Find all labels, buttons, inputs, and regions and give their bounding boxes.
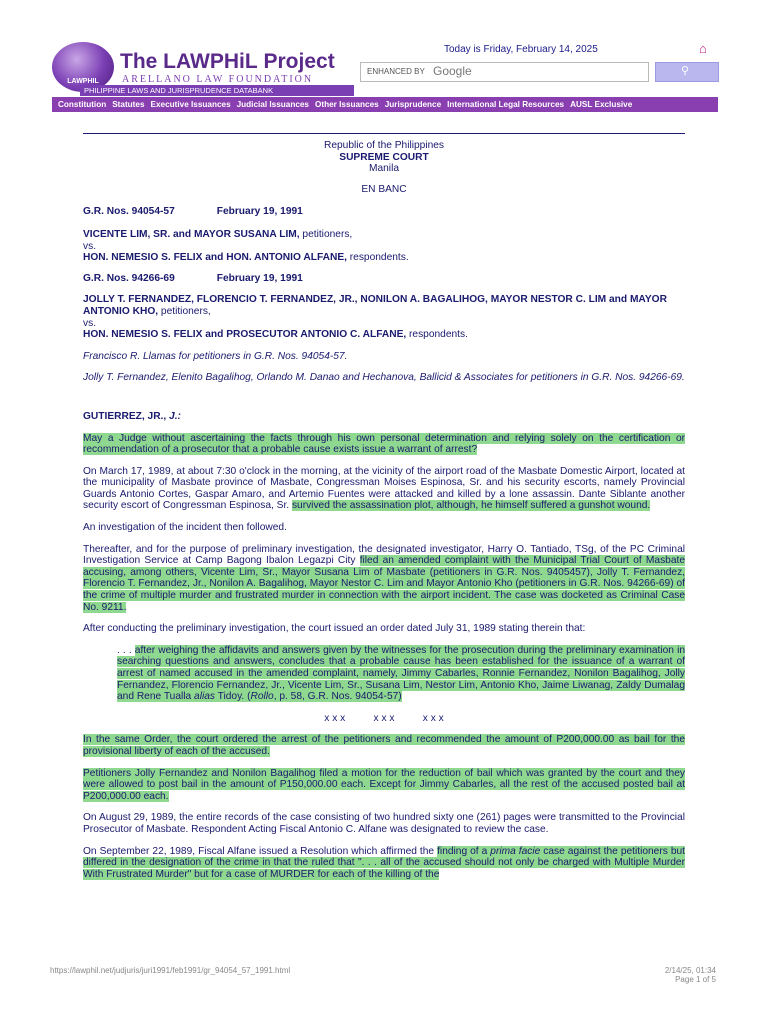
google-logo: Google	[433, 64, 472, 78]
versus-1: vs.	[83, 240, 97, 252]
omission-marker: x x x x x x x x x	[324, 712, 444, 724]
site-band: PHILIPPINE LAWS AND JURISPRUDENCE DATABANK	[80, 85, 354, 96]
today-date: Today is Friday, February 14, 2025	[444, 44, 598, 55]
respondents-2: HON. NEMESIO S. FELIX and PROSECUTOR ANTONIO C. ALFANE, respondents.	[83, 329, 468, 341]
footer-page: Page 1 of 5	[675, 975, 716, 984]
ponente: GUTIERREZ, JR., J.:	[83, 410, 181, 422]
petitioners-2: JOLLY T. FERNANDEZ, FLORENCIO T. FERNANDEZ, JR., NONILON A. BAGALIHOG, MAYOR NESTOR C. LIM and MAYOR ANTONIO KHO, petitioners,	[83, 294, 667, 317]
footer-url: https://lawphil.net/judjuris/juri1991/feb1991/gr_94054_57_1991.html	[50, 966, 291, 975]
site-title[interactable]: The LAWPHiL Project	[120, 50, 335, 73]
petitioners-1: VICENTE LIM, SR. and MAYOR SUSANA LIM, petitioners,	[83, 228, 353, 240]
paragraph-2: On March 17, 1989, at about 7:30 o'clock in the morning, at the vicinity of the airport road of the Masbate Domestic Airport, located at the municipality of Masbate province of Masbate, Congressman Moises Espinosa, Sr. and his security escorts, namely Provincial Guards Antonio Cortes, Gaspar Amaro, and Artemio Fuentes were attacked and killed by a lone assassin. Dante Siblante another security escort of Congressman Espinosa, Sr. survived the assassination plot, although, he himself suffered a gunshot wound.	[83, 465, 685, 512]
nav-item-ausl-exclusive[interactable]: AUSL Exclusive	[570, 100, 633, 109]
nav-item-executive-issuances[interactable]: Executive Issuances	[150, 100, 231, 109]
quoted-order: . . . after weighing the affidavits and answers given by the witnesses for the prosecution during the preliminary examination in searching questions and answers, concludes that a probable cause has been established for the issuance of a warrant of arrest of named accused in the amended complaint, namely, Jimmy Cabarles, Ronnie Fernandez, Nonilon Bagalihog, Jolly Fernandez, Florencio Fernandez, Jr., Vicente Lim, Sr., Susana Lim, Nestor Lim, Antonio Kho, Jaime Liwanag, Zaldy Dumalag and Rene Tualla alias Tidoy. (Rollo, p. 58, G.R. Nos. 94054-57)	[117, 644, 685, 703]
paragraph-8: On August 29, 1989, the entire records of the case consisting of two hundred sixty one (261) pages were transmitted to the Provincial Prosecutor of Masbate. Respondent Acting Fiscal Antonio C. Alfane was designated to review the case.	[83, 812, 685, 835]
nav-item-judicial-issuances[interactable]: Judicial Issuances	[236, 100, 309, 109]
nav-item-international-legal-resources[interactable]: International Legal Resources	[447, 100, 565, 109]
paragraph-6: In the same Order, the court ordered the arrest of the petitioners and recommended the amount of P200,000.00 as bail for the provisional liberty of each of the accused.	[83, 734, 685, 757]
site-header	[0, 0, 768, 112]
versus-2: vs.	[83, 317, 97, 329]
court-location: Manila	[368, 163, 399, 175]
paragraph-4: Thereafter, and for the purpose of preliminary investigation, the designated investigator, Harry O. Tantiado, TSg, of the PC Criminal Investigation Service at Camp Bagong Ibalon Legazpi City filed an amended complaint with the Municipal Trial Court of Masbate accusing, among others, Vicente Lim, Sr., Mayor Susana Lim of Masbate (petitioners in G.R. Nos. 9405457), Jolly T. Fernandez, Florencio T. Fernandez, Jr., Nonilon A. Bagalihog, Mayor Nestor C. Lim and Mayor Antonio Kho (petitioners in G.R. Nos. 94266-69) of the crime of multiple murder and frustrated murder in connection with the airport incident. The case was docketed as Criminal Case No. 9211.	[83, 543, 685, 613]
home-icon[interactable]: ⌂	[699, 41, 707, 56]
en-banc: EN BANC	[361, 183, 407, 195]
nav-item-constitution[interactable]: Constitution	[58, 100, 107, 109]
nav-item-statutes[interactable]: Statutes	[112, 100, 145, 109]
nav-item-other-issuances[interactable]: Other Issuances	[315, 100, 379, 109]
paragraph-7: Petitioners Jolly Fernandez and Nonilon Bagalihog filed a motion for the reduction of bail which was granted by the court and they were allowed to post bail in the amount of P150,000.00 each. Except for Jimmy Cabarles, all the rest of the accused posted bail at P200,000.00 each.	[83, 767, 685, 802]
seal-label: LAWPHIL	[67, 77, 99, 85]
court-name: SUPREME COURT	[339, 151, 429, 163]
counsel-1: Francisco R. Llamas for petitioners in G.R. Nos. 94054-57.	[83, 350, 348, 362]
case-number-1: G.R. Nos. 94054-57 February 19, 1991	[83, 206, 303, 218]
search-icon: ⚲	[681, 65, 690, 77]
paragraph-3: An investigation of the incident then followed.	[83, 522, 287, 534]
site-subtitle: ARELLANO LAW FOUNDATION	[122, 74, 314, 85]
header-divider	[83, 133, 685, 134]
main-nav	[52, 97, 718, 112]
respondents-1: HON. NEMESIO S. FELIX and HON. ANTONIO ALFANE, respondents.	[83, 252, 409, 264]
footer-print-info	[652, 966, 716, 984]
search-enhanced-label: ENHANCED BY	[367, 67, 425, 76]
paragraph-9: On September 22, 1989, Fiscal Alfane issued a Resolution which affirmed the finding of a prima facie case against the petitioners but differed in the designation of the crime in that the ruled that ". . . all of the accused should not only be charged with Multiple Murder With Frustrated Murder" but for a case of MURDER for each of the killing of the	[83, 845, 685, 880]
republic-line: Republic of the Philippines	[323, 140, 445, 151]
footer-date: 2/14/25, 01:34	[664, 966, 716, 975]
nav-item-jurisprudence[interactable]: Jurisprudence	[384, 100, 442, 109]
case-number-2: G.R. Nos. 94266-69 February 19, 1991	[83, 272, 303, 284]
paragraph-1: May a Judge without ascertaining the facts through his own personal determination and relying solely on the certification or recommendation of a prosecutor that a probable cause exists issue a warrant of arrest?	[83, 432, 685, 456]
decision-document	[83, 140, 685, 880]
paragraph-5: After conducting the preliminary investigation, the court issued an order dated July 31, 1989 stating therein that:	[83, 623, 586, 635]
search-input[interactable]	[360, 62, 649, 82]
counsel-2: Jolly T. Fernandez, Elenito Bagalihog, Orlando M. Danao and Hechanova, Ballicid & Associates for petitioners in G.R. Nos. 94266-69.	[83, 372, 685, 384]
search-button[interactable]	[655, 62, 719, 82]
